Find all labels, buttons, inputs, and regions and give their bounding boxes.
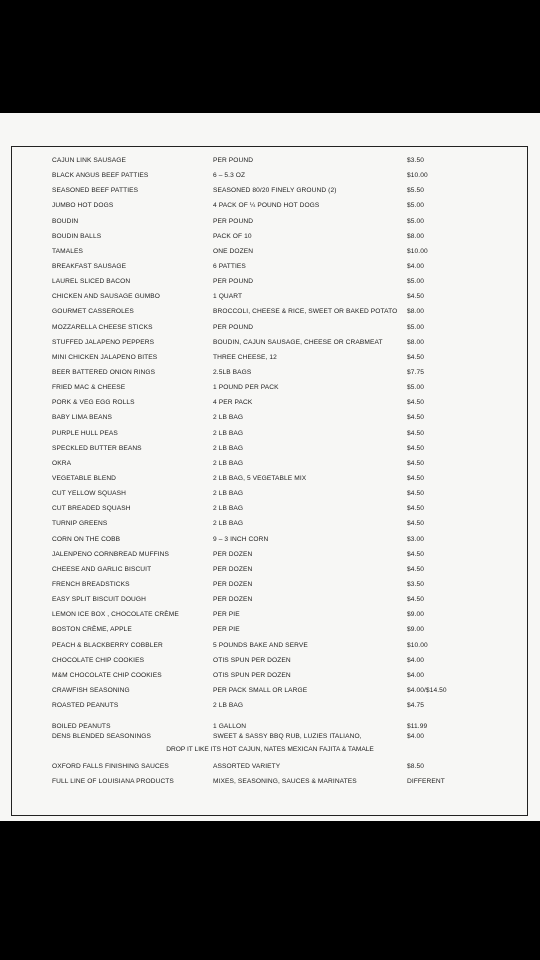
item-name: FULL LINE OF LOUISIANA PRODUCTS xyxy=(52,778,174,785)
item-name: PEACH & BLACKBERRY COBBLER xyxy=(52,641,163,649)
item-price: $8.50 xyxy=(407,763,425,770)
item-price: $4.50 xyxy=(407,353,425,361)
item-price: $4.50 xyxy=(407,459,425,467)
item-description: BROCCOLI, CHEESE & RICE, SWEET OR BAKED POTATO xyxy=(213,308,398,316)
item-description: 6 PATTIES xyxy=(213,263,246,270)
item-name: TAMALES xyxy=(52,247,83,255)
item-name: BOUDIN BALLS xyxy=(52,232,102,240)
item-description: PER POUND xyxy=(213,323,254,331)
table-row xyxy=(0,381,540,395)
item-name: BOILED PEANUTS xyxy=(52,723,111,730)
item-name: BABY LIMA BEANS xyxy=(52,414,113,422)
item-description: 1 POUND PER PACK xyxy=(213,384,279,392)
item-price: $10.00 xyxy=(407,641,428,649)
table-row xyxy=(0,245,540,259)
item-description: OTIS SPUN PER DOZEN xyxy=(213,671,291,679)
item-name: ROASTED PEANUTS xyxy=(52,702,119,709)
item-price: $11.99 xyxy=(407,723,428,730)
item-name: OXFORD FALLS FINISHING SAUCES xyxy=(52,763,169,770)
item-name: PORK & VEG EGG ROLLS xyxy=(52,399,135,407)
item-name: VEGETABLE BLEND xyxy=(52,474,117,482)
item-price: $4.50 xyxy=(407,414,425,422)
item-description: PER POUND xyxy=(213,217,254,225)
item-name: SPECKLED BUTTER BEANS xyxy=(52,444,142,452)
item-price: $4.50 xyxy=(407,429,425,437)
item-name: BREAKFAST SAUSAGE xyxy=(52,263,127,270)
item-description: PACK OF 10 xyxy=(213,232,252,240)
item-description: SEASONED 80/20 FINELY GROUND (2) xyxy=(213,187,337,195)
item-description: 5 POUNDS BAKE AND SERVE xyxy=(213,641,308,649)
item-name: FRENCH BREADSTICKS xyxy=(52,580,130,588)
table-row xyxy=(0,684,540,698)
item-price: $4.00 xyxy=(407,263,425,270)
item-price: $4.50 xyxy=(407,596,425,604)
item-name: CORN ON THE COBB xyxy=(52,535,121,543)
item-name: PURPLE HULL PEAS xyxy=(52,429,118,437)
item-description: 2 LB BAG xyxy=(213,414,244,422)
item-description: PER POUND xyxy=(213,157,254,164)
item-description: 2 LB BAG xyxy=(213,444,244,452)
item-description: 2 LB BAG, 5 VEGETABLE MIX xyxy=(213,474,307,482)
item-name: OKRA xyxy=(52,459,72,467)
item-description: PER DOZEN xyxy=(213,565,253,573)
item-name: JUMBO HOT DOGS xyxy=(52,202,114,210)
item-description: 2 LB BAG xyxy=(213,702,244,709)
item-price: $4.00/$14.50 xyxy=(407,686,447,694)
table-row xyxy=(0,608,540,622)
item-price: $4.50 xyxy=(407,550,425,558)
item-price: $10.00 xyxy=(407,247,428,255)
item-price: $9.00 xyxy=(407,626,425,634)
item-name: DENS BLENDED SEASONINGS xyxy=(52,733,152,740)
item-description: MIXES, SEASONING, SAUCES & MARINATES xyxy=(213,778,357,785)
seasonings-note: DROP IT LIKE ITS HOT CAJUN, NATES MEXICAN FAJITA & TAMALE xyxy=(166,746,374,753)
item-price: $4.50 xyxy=(407,520,425,528)
item-price: $8.00 xyxy=(407,338,425,346)
table-row xyxy=(0,366,540,380)
table-row xyxy=(0,184,540,198)
table-row xyxy=(0,442,540,456)
item-description: PER DOZEN xyxy=(213,580,253,588)
item-description: THREE CHEESE, 12 xyxy=(213,353,277,361)
table-row xyxy=(0,472,540,486)
table-row xyxy=(0,336,540,350)
item-description: 2 LB BAG xyxy=(213,429,244,437)
item-price: $3.50 xyxy=(407,157,425,164)
item-price: DIFFERENT xyxy=(407,778,445,785)
table-row xyxy=(0,533,540,547)
item-name: CHEESE AND GARLIC BISCUIT xyxy=(52,565,152,573)
item-price: $4.00 xyxy=(407,656,425,664)
table-row xyxy=(0,411,540,425)
table-row xyxy=(0,260,540,274)
item-name: LEMON ICE BOX , CHOCOLATE CRÈME xyxy=(52,611,179,619)
item-description: PER PACK SMALL OR LARGE xyxy=(213,686,308,694)
item-description: 1 GALLON xyxy=(213,723,247,730)
item-price: $5.00 xyxy=(407,278,425,286)
item-name: FRIED MAC & CHEESE xyxy=(52,384,126,392)
item-description: 4 PACK OF ¼ POUND HOT DOGS xyxy=(213,202,320,210)
item-name: TURNIP GREENS xyxy=(52,520,108,528)
item-name: MOZZARELLA CHEESE STICKS xyxy=(52,323,153,331)
item-description: SWEET & SASSY BBQ RUB, LUZIES ITALIANO, xyxy=(213,733,362,740)
item-description: 2 LB BAG xyxy=(213,505,244,513)
item-description: PER PIE xyxy=(213,626,240,634)
item-name: CHICKEN AND SAUSAGE GUMBO xyxy=(52,293,161,301)
item-price: $4.50 xyxy=(407,565,425,573)
item-name: GOURMET CASSEROLES xyxy=(52,308,134,316)
item-description: ASSORTED VARIETY xyxy=(213,763,281,770)
table-row xyxy=(0,154,540,168)
item-price: $5.00 xyxy=(407,384,425,392)
item-name: CUT YELLOW SQUASH xyxy=(52,490,127,498)
item-name: BOSTON CRÈME, APPLE xyxy=(52,626,132,634)
item-price: $4.00 xyxy=(407,671,425,679)
item-price: $3.50 xyxy=(407,580,425,588)
item-description: 2 LB BAG xyxy=(213,459,244,467)
table-row xyxy=(0,593,540,607)
item-name: SEASONED BEEF PATTIES xyxy=(52,187,139,195)
table-row xyxy=(0,199,540,213)
item-name: LAUREL SLICED BACON xyxy=(52,278,131,286)
item-price: $9.00 xyxy=(407,611,425,619)
item-description: PER DOZEN xyxy=(213,596,253,604)
item-name: CUT BREADED SQUASH xyxy=(52,505,131,513)
item-price: $7.75 xyxy=(407,369,425,376)
table-row xyxy=(0,578,540,592)
table-row xyxy=(0,699,540,713)
item-description: PER DOZEN xyxy=(213,550,253,558)
item-name: CHOCOLATE CHIP COOKIES xyxy=(52,656,145,664)
table-row xyxy=(0,275,540,289)
item-name: BLACK ANGUS BEEF PATTIES xyxy=(52,172,149,180)
item-price: $4.50 xyxy=(407,474,425,482)
item-description: 1 QUART xyxy=(213,293,243,301)
table-row xyxy=(0,305,540,319)
item-description: 2 LB BAG xyxy=(213,520,244,528)
item-description: 2.5LB BAGS xyxy=(213,369,252,376)
item-price: $4.00 xyxy=(407,733,425,740)
item-price: $8.00 xyxy=(407,232,425,240)
item-description: 9 – 3 INCH CORN xyxy=(213,535,269,543)
item-name: STUFFED JALAPENO PEPPERS xyxy=(52,338,155,346)
item-description: 6 – 5.3 OZ xyxy=(213,172,246,180)
item-name: BEER BATTERED ONION RINGS xyxy=(52,369,156,376)
table-row xyxy=(0,563,540,577)
item-name: M&M CHOCOLATE CHIP COOKIES xyxy=(52,671,162,679)
item-name: MINI CHICKEN JALAPENO BITES xyxy=(52,353,158,361)
item-name: JALENPENO CORNBREAD MUFFINS xyxy=(52,550,170,558)
item-name: EASY SPLIT BISCUIT DOUGH xyxy=(52,596,147,604)
item-price: $4.75 xyxy=(407,702,425,709)
item-price: $4.50 xyxy=(407,293,425,301)
table-row xyxy=(0,517,540,531)
table-row xyxy=(0,730,540,744)
table-row xyxy=(0,760,540,774)
table-row xyxy=(0,457,540,471)
item-price: $8.00 xyxy=(407,308,425,316)
item-price: $5.00 xyxy=(407,323,425,331)
item-price: $3.00 xyxy=(407,535,425,543)
item-description: BOUDIN, CAJUN SAUSAGE, CHEESE OR CRABMEAT xyxy=(213,338,383,346)
item-description: OTIS SPUN PER DOZEN xyxy=(213,656,291,664)
item-description: 2 LB BAG xyxy=(213,490,244,498)
item-price: $5.50 xyxy=(407,187,425,195)
table-row xyxy=(0,169,540,183)
table-row xyxy=(0,548,540,562)
table-row xyxy=(0,487,540,501)
item-name: CRAWFISH SEASONING xyxy=(52,686,130,694)
table-row xyxy=(0,321,540,335)
item-price: $4.50 xyxy=(407,399,425,407)
item-name: BOUDIN xyxy=(52,217,79,225)
item-description: PER PIE xyxy=(213,611,240,619)
item-name: CAJUN LINK SAUSAGE xyxy=(52,157,126,164)
item-price: $5.00 xyxy=(407,202,425,210)
item-price: $4.50 xyxy=(407,490,425,498)
table-row xyxy=(0,230,540,244)
table-row xyxy=(0,215,540,229)
table-row xyxy=(0,669,540,683)
item-description: ONE DOZEN xyxy=(213,247,254,255)
table-row xyxy=(0,502,540,516)
table-row xyxy=(0,290,540,304)
table-row xyxy=(0,654,540,668)
table-row xyxy=(0,623,540,637)
item-price: $4.50 xyxy=(407,444,425,452)
table-row xyxy=(0,396,540,410)
item-price: $4.50 xyxy=(407,505,425,513)
table-row xyxy=(0,351,540,365)
item-description: 4 PER PACK xyxy=(213,399,253,407)
table-row xyxy=(0,427,540,441)
table-row xyxy=(0,775,540,789)
item-description: PER POUND xyxy=(213,278,254,286)
item-price: $10.00 xyxy=(407,172,428,180)
table-row xyxy=(0,639,540,653)
item-price: $5.00 xyxy=(407,217,425,225)
